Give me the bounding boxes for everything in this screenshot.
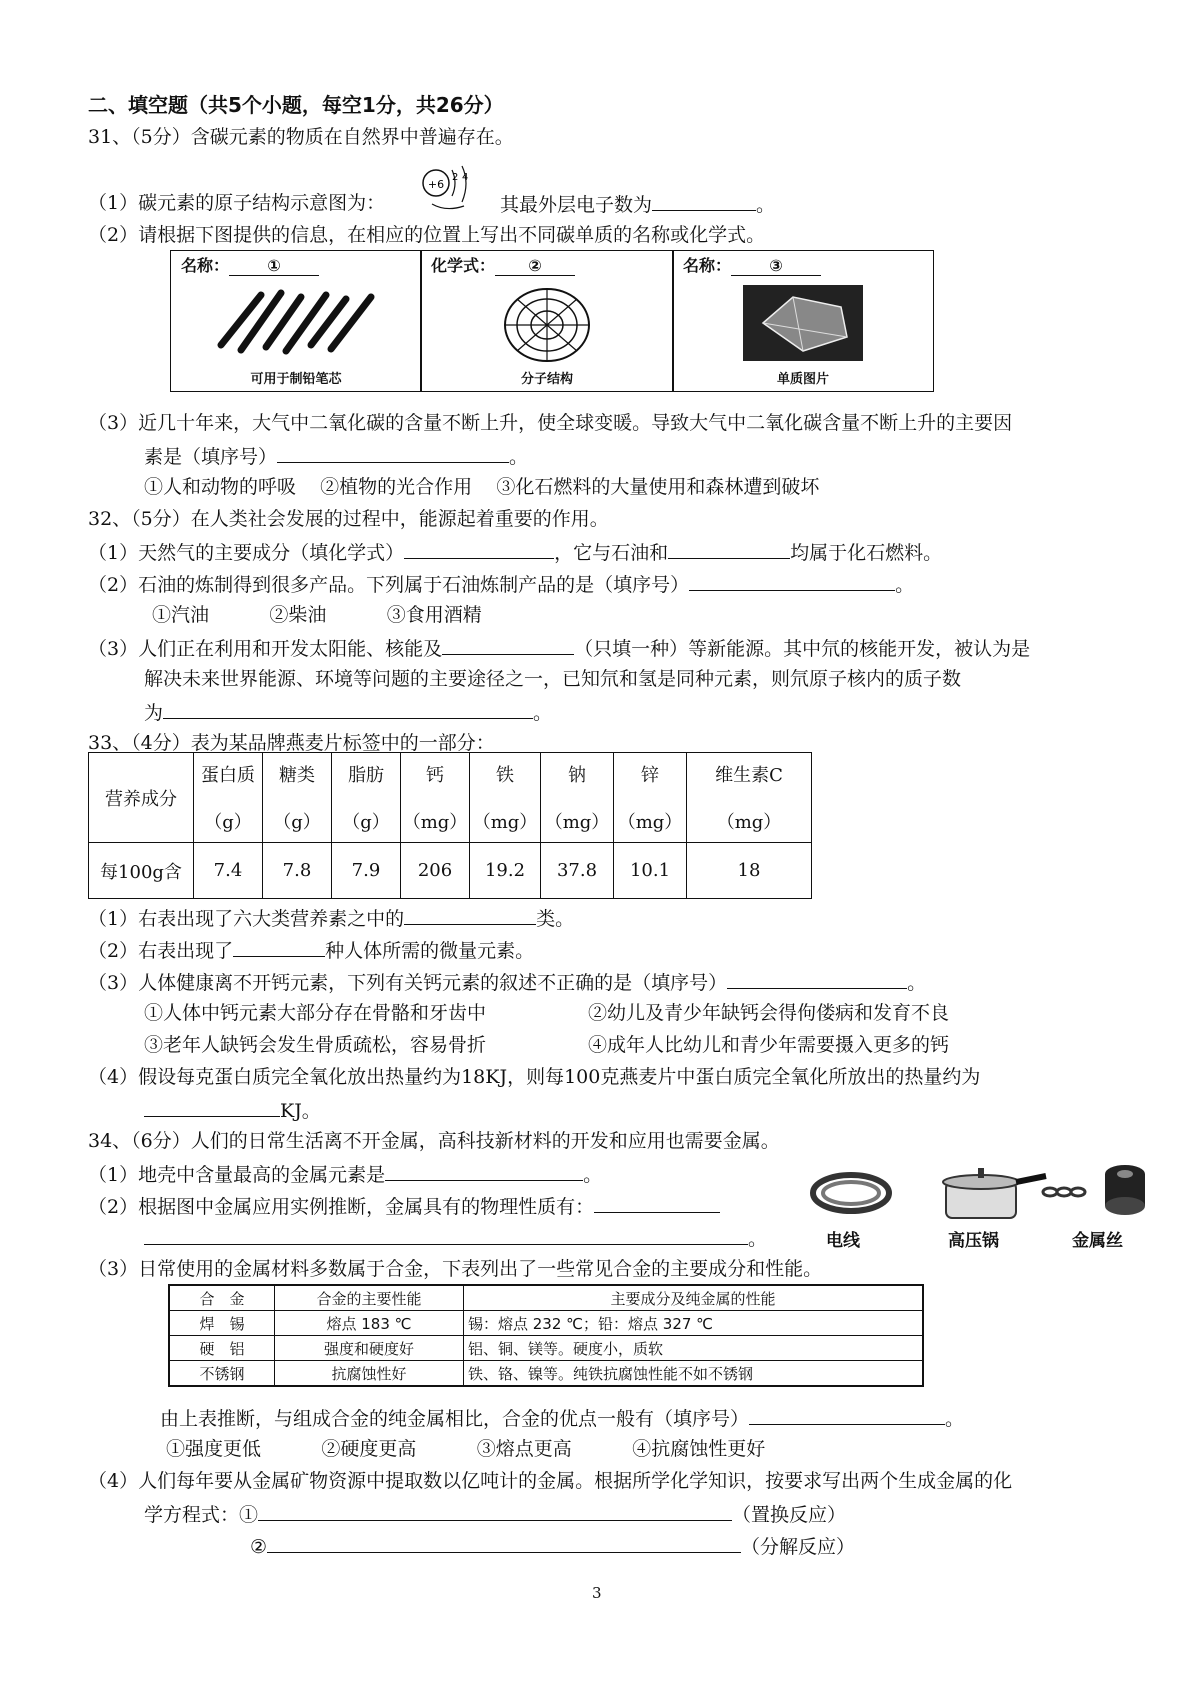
panel-answer-2[interactable]: ② (495, 256, 575, 276)
q32-p2-text: （2）石油的炼制得到很多产品。下列属于石油炼制产品的是（填序号） (88, 574, 690, 596)
q33-p2b: 种人体所需的微量元素。 (325, 940, 535, 962)
q33-p3-option-3: ③老年人缺钙会发生骨质疏松，容易骨折 (144, 1034, 487, 1056)
q32-p2-options: ①汽油 ②柴油 ③食用酒精 (152, 604, 482, 626)
q34-p1-text: （1）地壳中含量最高的金属元素是 (88, 1164, 386, 1186)
q32-p3b: （只填一种）等新能源。其中氘的核能开发，被认为是 (574, 638, 1031, 660)
q33-p1b: 类。 (536, 908, 575, 930)
panel-caption-3: 单质图片 (776, 372, 829, 387)
wire-coil-image (806, 1168, 896, 1218)
carbon-panel-c60 (420, 250, 674, 392)
q31-p3b-text: 素是（填序号） (144, 446, 278, 468)
panel-caption-2: 分子结构 (520, 372, 573, 387)
q34-p3: （3）日常使用的金属材料多数属于合金，下表列出了一些常见合金的主要成分和性能。 (88, 1258, 823, 1280)
q34-p3b-line (160, 1404, 964, 1432)
alloy-cell: 焊 锡 (169, 1311, 275, 1336)
punct: 。 (509, 446, 529, 468)
q34-p3b-text: 由上表推断，与组成合金的纯金属相比，合金的优点一般有（填序号） (160, 1408, 750, 1430)
pressure-cooker-image (928, 1160, 1048, 1222)
q33-p4b-line (144, 1096, 321, 1124)
q34-p4b-end: （置换反应） (732, 1504, 847, 1526)
q33-answer-2[interactable] (233, 936, 325, 957)
image-caption-cooker: 高压锅 (948, 1231, 999, 1251)
q32-p1b: ，它与石油和 (554, 542, 669, 564)
q32-p3c: 解决未来世界能源、环境等问题的主要途径之一，已知氘和氢是同种元素，则氘原子核内的质子数 (144, 668, 962, 690)
q31-answer-3[interactable] (277, 442, 509, 463)
alloy-cell: 铁、铬、镍等。纯铁抗腐蚀性能不如不锈钢 (464, 1361, 924, 1387)
table-header-label: 营养成分 (89, 753, 194, 843)
atom-shell1-label: 2 (452, 172, 459, 183)
q34-intro: 34、（6分）人们的日常生活离不开金属，高科技新材料的开发和应用也需要金属。 (88, 1130, 780, 1152)
q31-p1b-text: 其最外层电子数为 (500, 194, 653, 216)
q34-p4c-line (250, 1532, 855, 1560)
panel-answer-3[interactable]: ③ (731, 256, 821, 276)
panel-label: 化学式： ② (431, 253, 575, 276)
q34-answer-2b[interactable] (144, 1224, 748, 1245)
q34-p4b: 学方程式：① (144, 1504, 259, 1526)
q33-intro: 33、（4分）表为某品牌燕麦片标签中的一部分： (88, 732, 495, 754)
q34-answer-2[interactable] (594, 1192, 720, 1213)
alloy-cell: 抗腐蚀性好 (275, 1361, 464, 1387)
table-row-label: 每100g含 (89, 843, 194, 899)
diamond-photo (743, 285, 863, 361)
table-cell: 7.4 (194, 843, 263, 899)
q33-p3-text: （3）人体健康离不开钙元素，下列有关钙元素的叙述不正确的是（填序号） (88, 972, 728, 994)
q31-p2: （2）请根据下图提供的信息，在相应的位置上写出不同碳单质的名称或化学式。 (88, 224, 766, 246)
q33-p4b: KJ。 (280, 1100, 321, 1122)
q32-p1a: （1）天然气的主要成分（填化学式） (88, 542, 405, 564)
q32-answer-1[interactable] (404, 538, 554, 559)
q33-p3-option-1: ①人体中钙元素大部分存在骨骼和牙齿中 (144, 1002, 487, 1024)
table-cell: 10.1 (614, 843, 687, 899)
alloy-header: 合 金 (169, 1285, 275, 1311)
page-number: 3 (592, 1584, 602, 1602)
metal-wire-spool-image (1100, 1160, 1150, 1218)
table-row (169, 1336, 923, 1361)
q33-p4a: （4）假设每克蛋白质完全氧化放出热量约为18KJ，则每100克燕麦片中蛋白质完全氧化所放出的热量约为 (88, 1066, 981, 1088)
table-col-header: 锌 （mg） (614, 753, 687, 843)
q32-p2-line (88, 570, 914, 598)
q32-p3-line (88, 634, 1030, 662)
q32-p3d: 为 (144, 702, 164, 724)
q34-p3-options: ①强度更低 ②硬度更高 ③熔点更高 ④抗腐蚀性更好 (166, 1438, 766, 1460)
q32-answer-3[interactable] (689, 570, 895, 591)
q33-p2a: （2）右表出现了 (88, 940, 234, 962)
table-row (169, 1311, 923, 1336)
punct: 。 (945, 1408, 965, 1430)
fullerene-molecule-image (497, 285, 597, 365)
alloy-cell: 硬 铝 (169, 1336, 275, 1361)
q31-p3b-line (144, 442, 528, 470)
image-caption-metal-wire: 金属丝 (1072, 1231, 1123, 1251)
nutrition-table (88, 752, 812, 899)
q32-answer-4[interactable] (442, 634, 574, 655)
punct: 。 (533, 702, 553, 724)
q33-answer-1[interactable] (404, 904, 536, 925)
carbon-panel-diamond (672, 250, 934, 392)
table-cell: 18 (687, 843, 812, 899)
atom-nucleus-label: +6 (427, 178, 445, 191)
q34-p4a: （4）人们每年要从金属矿物资源中提取数以亿吨计的金属。根据所学化学知识，按要求写出两个生成金属的化 (88, 1470, 1013, 1492)
table-cell: 7.8 (263, 843, 332, 899)
q31-p3a: （3）近几十年来，大气中二氧化碳的含量不断上升，使全球变暖。导致大气中二氧化碳含量不断上升的主要因 (88, 412, 1013, 434)
table-col-header: 脂肪 （g） (332, 753, 401, 843)
alloy-header: 合金的主要性能 (275, 1285, 464, 1311)
graphite-sticks-image (211, 285, 381, 355)
alloy-cell: 铝、铜、镁等。硬度小，质软 (464, 1336, 924, 1361)
q34-p4c: ② (250, 1536, 268, 1558)
q32-p3a: （3）人们正在利用和开发太阳能、核能及 (88, 638, 443, 660)
punct: 。 (895, 574, 915, 596)
q34-p2-text: （2）根据图中金属应用实例推断，金属具有的物理性质有： (88, 1196, 595, 1218)
q31-intro: 31、（5分）含碳元素的物质在自然界中普遍存在。 (88, 126, 514, 148)
alloy-cell: 熔点 183 ℃ (275, 1311, 464, 1336)
q33-p2-line (88, 936, 534, 964)
alloy-cell: 强度和硬度好 (275, 1336, 464, 1361)
q34-answer-1[interactable] (385, 1160, 583, 1181)
atom-shell2-label: 4 (462, 172, 469, 183)
q34-answer-3[interactable] (749, 1404, 945, 1425)
q32-intro: 32、（5分）在人类社会发展的过程中，能源起着重要的作用。 (88, 508, 609, 530)
table-col-header: 维生素C （mg） (687, 753, 812, 843)
alloy-header: 主要成分及纯金属的性能 (464, 1285, 924, 1311)
q31-p1-text: （1）碳元素的原子结构示意图为： (88, 192, 386, 214)
panel-label: 名称： ③ (683, 253, 821, 276)
table-col-header: 钙 （mg） (401, 753, 470, 843)
q32-p3d-line (144, 698, 552, 726)
table-col-header: 蛋白质 （g） (194, 753, 263, 843)
table-cell: 7.9 (332, 843, 401, 899)
q34-p1-line (88, 1160, 602, 1188)
table-col-header: 钠 （mg） (541, 753, 614, 843)
q31-p3-options: ①人和动物的呼吸 ②植物的光合作用 ③化石燃料的大量使用和森林遭到破坏 (144, 476, 820, 498)
q34-p2-line (88, 1192, 720, 1220)
q32-p1-line (88, 538, 942, 566)
punct: 。 (756, 194, 776, 216)
table-col-header: 铁 （mg） (470, 753, 541, 843)
table-row (169, 1361, 923, 1387)
q32-answer-2[interactable] (668, 538, 790, 559)
metal-chain-image (1040, 1172, 1096, 1212)
table-cell: 37.8 (541, 843, 614, 899)
carbon-atom-diagram (412, 164, 492, 214)
punct: 。 (907, 972, 927, 994)
image-caption-wire: 电线 (826, 1231, 860, 1251)
punct: 。 (583, 1164, 603, 1186)
q33-p1-line (88, 904, 574, 932)
panel-answer-1[interactable]: ① (229, 256, 319, 276)
q31-p1b-line (500, 190, 775, 218)
table-cell: 19.2 (470, 843, 541, 899)
punct: 。 (748, 1228, 768, 1250)
q31-p1-line (88, 190, 385, 216)
q34-answer-4b[interactable] (267, 1532, 741, 1553)
panel-label: 名称： ① (181, 253, 319, 276)
alloy-table (168, 1284, 924, 1387)
q34-p4c-end: （分解反应） (741, 1536, 856, 1558)
carbon-panel-graphite (170, 250, 422, 392)
q33-answer-3[interactable] (727, 968, 907, 989)
q32-answer-5[interactable] (163, 698, 533, 719)
q33-answer-4[interactable] (144, 1096, 280, 1117)
q34-answer-4a[interactable] (258, 1500, 732, 1521)
q32-p1c: 均属于化石燃料。 (790, 542, 943, 564)
q33-p3-option-4: ④成年人比幼儿和青少年需要摄入更多的钙 (588, 1034, 950, 1056)
q31-answer-1[interactable] (652, 190, 756, 211)
table-cell: 206 (401, 843, 470, 899)
section-title: 二、填空题（共5个小题，每空1分，共26分） (88, 93, 504, 117)
q33-p1a: （1）右表出现了六大类营养素之中的 (88, 908, 405, 930)
alloy-cell: 不锈钢 (169, 1361, 275, 1387)
alloy-cell: 锡：熔点 232 ℃；铅：熔点 327 ℃ (464, 1311, 924, 1336)
table-col-header: 糖类 （g） (263, 753, 332, 843)
q34-p2b-line (144, 1224, 767, 1252)
panel-caption-1: 可用于制铅笔芯 (250, 372, 342, 387)
q33-p3-option-2: ②幼儿及青少年缺钙会得佝偻病和发育不良 (588, 1002, 950, 1024)
q34-p4b-line (144, 1500, 846, 1528)
q33-p3-line (88, 968, 926, 996)
